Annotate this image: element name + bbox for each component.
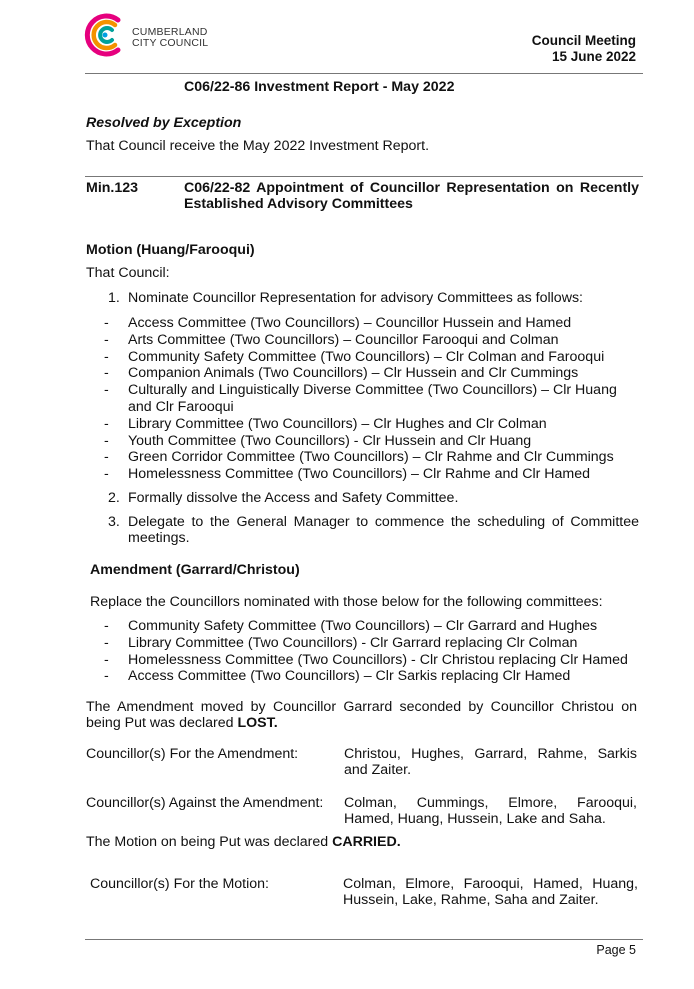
for-amendment-label: Councillor(s) For the Amendment: [86, 746, 299, 762]
point-text: Nominate Councillor Representation for advisory Committees as follows: [128, 290, 583, 306]
motion-result-text: The Motion on being Put was declared [86, 834, 329, 850]
list-item: - Homelessness Committee (Two Councillors) – Clr Rahme and Clr Hamed [104, 466, 639, 483]
list-item: - Companion Animals (Two Councillors) – Clr Hussein and Clr Cummings [104, 365, 639, 382]
amendment-intro: Replace the Councillors nominated with those below for the following committees: [90, 594, 603, 610]
point-number: 2. [108, 490, 120, 506]
against-amendment-names: Colman, Cummings, Elmore, Farooqui, Hamed, Huang, Hussein, Lake and Saha. [344, 795, 637, 827]
point-text: Delegate to the General Manager to commence the scheduling of Committee meetings. [128, 514, 639, 546]
list-item: - Library Committee (Two Councillors) - Clr Garrard replacing Clr Colman [104, 635, 628, 652]
logo-wordmark [132, 27, 208, 49]
list-item: - Green Corridor Committee (Two Councillors) – Clr Rahme and Clr Cummings [104, 449, 639, 466]
amendment-result [86, 699, 637, 731]
minute-number: Min.123 [86, 180, 139, 196]
logo-line2: CITY COUNCIL [132, 37, 209, 49]
list-item: - Youth Committee (Two Councillors) - Clr Hussein and Clr Huang [104, 433, 639, 450]
list-item: - Access Committee (Two Councillors) – Councillor Hussein and Hamed [104, 315, 639, 332]
meeting-header [532, 33, 636, 65]
item-86-resolution: That Council receive the May 2022 Investment Report. [86, 138, 430, 154]
point-text: Formally dissolve the Access and Safety Committee. [128, 490, 459, 506]
committee-list [104, 315, 639, 483]
against-amendment-label: Councillor(s) Against the Amendment: [86, 795, 324, 811]
point-number: 1. [108, 290, 120, 306]
list-item: - Community Safety Committee (Two Councillors) – Clr Garrard and Hughes [104, 618, 628, 635]
list-item: - Culturally and Linguistically Diverse Committee (Two Councillors) – Clr Huang and Clr Farooqui [104, 382, 638, 416]
item-82-title: C06/22-82 Appointment of Councillor Representation on Recently Established Advisory Committees [184, 180, 639, 212]
for-motion-label: Councillor(s) For the Motion: [90, 876, 269, 892]
logo-line1: CUMBERLAND [132, 26, 208, 38]
footer-rule [85, 939, 643, 940]
list-item: - Arts Committee (Two Councillors) – Councillor Farooqui and Colman [104, 332, 639, 349]
list-item: - Library Committee (Two Councillors) – Clr Hughes and Clr Colman [104, 416, 639, 433]
page-number: Page 5 [596, 943, 636, 957]
amendment-heading: Amendment (Garrard/Christou) [90, 562, 300, 578]
for-amendment-names: Christou, Hughes, Garrard, Rahme, Sarkis and Zaiter. [344, 746, 637, 778]
cumberland-logo-icon [82, 12, 128, 58]
section-rule [85, 176, 643, 177]
point-number: 3. [108, 514, 120, 530]
amendment-list [104, 618, 628, 685]
motion-result [86, 834, 401, 850]
amendment-result-value: LOST. [237, 715, 278, 731]
for-motion-names: Colman, Elmore, Farooqui, Hamed, Huang, Hussein, Lake, Rahme, Saha and Zaiter. [343, 876, 638, 908]
header-rule [85, 73, 643, 74]
list-item: - Homelessness Committee (Two Councillors) - Clr Christou replacing Clr Hamed [104, 652, 628, 669]
motion-result-value: CARRIED. [332, 834, 401, 850]
list-item: - Community Safety Committee (Two Councillors) – Clr Colman and Farooqui [104, 349, 639, 366]
meeting-date: 15 June 2022 [551, 49, 636, 64]
that-council: That Council: [86, 265, 170, 281]
meeting-name: Council Meeting [531, 33, 636, 48]
resolved-heading: Resolved by Exception [86, 115, 242, 131]
amendment-result-text: The Amendment moved by Councillor Garrard seconded by Councillor Christou on being Put was declared [86, 699, 637, 731]
motion-heading: Motion (Huang/Farooqui) [86, 242, 255, 258]
item-86-title: C06/22-86 Investment Report - May 2022 [184, 79, 455, 95]
list-item: - Access Committee (Two Councillors) – Clr Sarkis replacing Clr Hamed [104, 668, 628, 685]
